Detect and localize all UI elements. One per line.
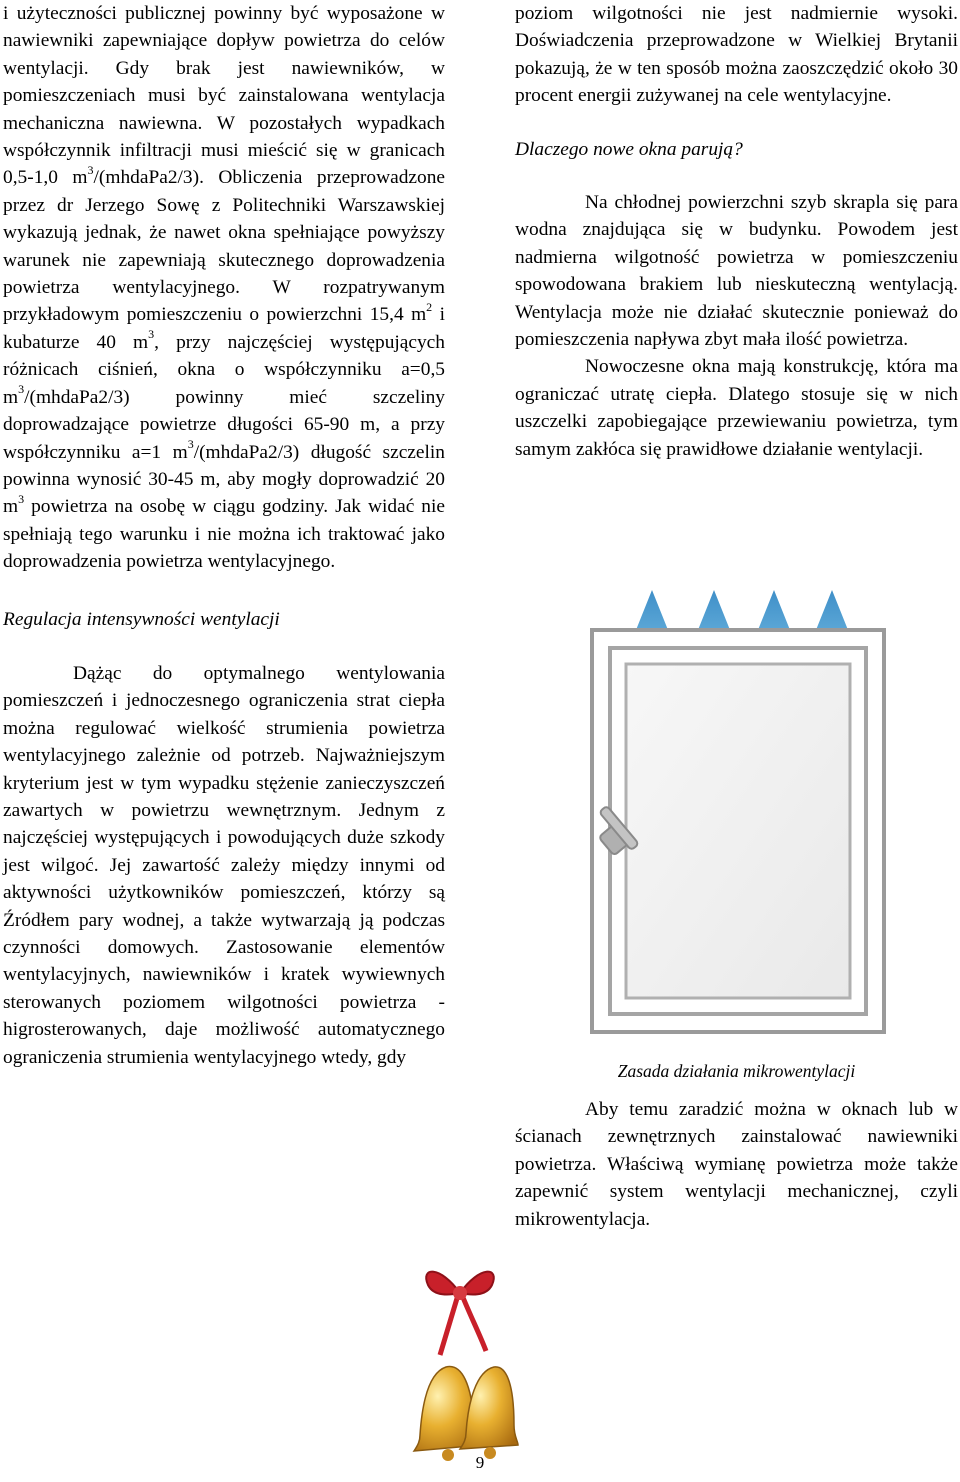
section-heading-ventilation-regulation: Regulacja intensywności wentylacji: [3, 608, 280, 630]
left-column: [3, 0, 445, 1071]
micro-ventilation-window-illustration: [590, 578, 890, 1038]
left-paragraph-2: Dążąc do optymalnego wentylowania pomieszczeń i jednoczesnego ograniczenia strat ciepła można regulować wielkość strumienia powietrza wentylacyjnego zależnie od potrzeb. Najważniejszym kryterium jest w tym wypadku stężenie zanieczyszczeń zawartych w powietrzu wewnętrznym. Jednym z najczęściej występujących i powodujących duże szkody jest wilgoć. Jej zawartość zależy między innymi od aktywności użytkowników pomieszczeń, którzy są Źródłem pary wodnej, a także wytwarzają ją podczas czynności domowych. Zastosowanie elementów wentylacyjnych, nawiewników i kratek wywiewnych sterowanych poziomem wilgotności powietrza - higrosterowanych, daje możliwość automatycznego ograniczenia strumienia wentylacyjnego wtedy, gdy: [3, 662, 445, 1068]
right-paragraph-4: Aby temu zaradzić można w oknach lub w ścianach zewnętrznych zainstalować nawiewniki powietrza. Właściwą wymianę powietrza może także zapewnić system wentylacji mechanicznej, czyli mikrowentylacja.: [515, 1099, 958, 1230]
section-heading-window-condensation: Dlaczego nowe okna parują?: [515, 138, 743, 160]
christmas-bells-icon: [400, 1255, 520, 1465]
window-frame: [592, 630, 884, 1032]
figure-caption: Zasada działania mikrowentylacji: [617, 1060, 856, 1081]
right-paragraph-2: Na chłodnej powierzchni szyb skrapla się para wodna znajdująca się w budynku. Powodem jest nadmierna wilgotność powietrza w pomieszczeniu spowodowana brakiem lub nieskuteczną wentylacją. Wentylacja może nie działać skutecznie ponieważ do pomieszczenia napływa zbyt mała ilość powietrza.: [515, 192, 958, 351]
page-number: 9: [475, 1453, 485, 1472]
right-paragraph-3: Nowoczesne okna mają konstrukcję, która ma ograniczać utratę ciepła. Dlatego stosuje się w nich uszczelki zapobiegające przewiewaniu powietrza, tym samym zakłóca się prawidłowe działanie wentylacji.: [515, 356, 958, 460]
right-paragraph-1: poziom wilgotności nie jest nadmiernie wysoki. Doświadczenia przeprowadzone w Wielkiej Brytanii pokazują, że w ten sposób można zaoszczędzić około 30 procent energii zużywanej na cele wentylacyjne.: [515, 3, 958, 107]
left-paragraph-1: i użyteczności publicznej powinny być wyposażone w nawiewniki zapewniające dopływ powietrza do celów wentylacji. Gdy brak jest nawiewników, w pomieszczeniach musi być zainstalowana wentylacja mechaniczna nawiewna. W pozostałych wypadkach współczynnik infiltracji musi mieścić się w granicach 0,5-1,0 $m^3/(mhdaPa2/3)$. Obliczenia przeprowadzone przez dr Jerzego Sowę z Politechniki Warszawskiej wykazują jednak, że nawet okna spełniające powyższy warunek nie zapewniają skutecznego doprowadzenia powietrza wentylacyjnego. W rozpatrywanym przykładowym pomieszczeniu o powierzchni 15,4 $m^2$ i kubaturze 40 $m^3$, przy najczęściej występujących różnicach ciśnień, okna o współczynniku a=0,5 $m^3/(mhdaPa2/3)$ powinny mieć szczeliny doprowadzające powietrze długości 65-90 m, a przy współczynniku a=1 $m^3/(mhdaPa2/3)$ długość szczelin powinna wynosić 30-45 m, aby mogły doprowadzić 20 $m^3$ powietrza na osobę w ciągu godziny. Jak widać nie spełniają tego warunku i nie można ich traktować jako doprowadzenia powietrza wentylacyjnego.: [3, 3, 445, 573]
